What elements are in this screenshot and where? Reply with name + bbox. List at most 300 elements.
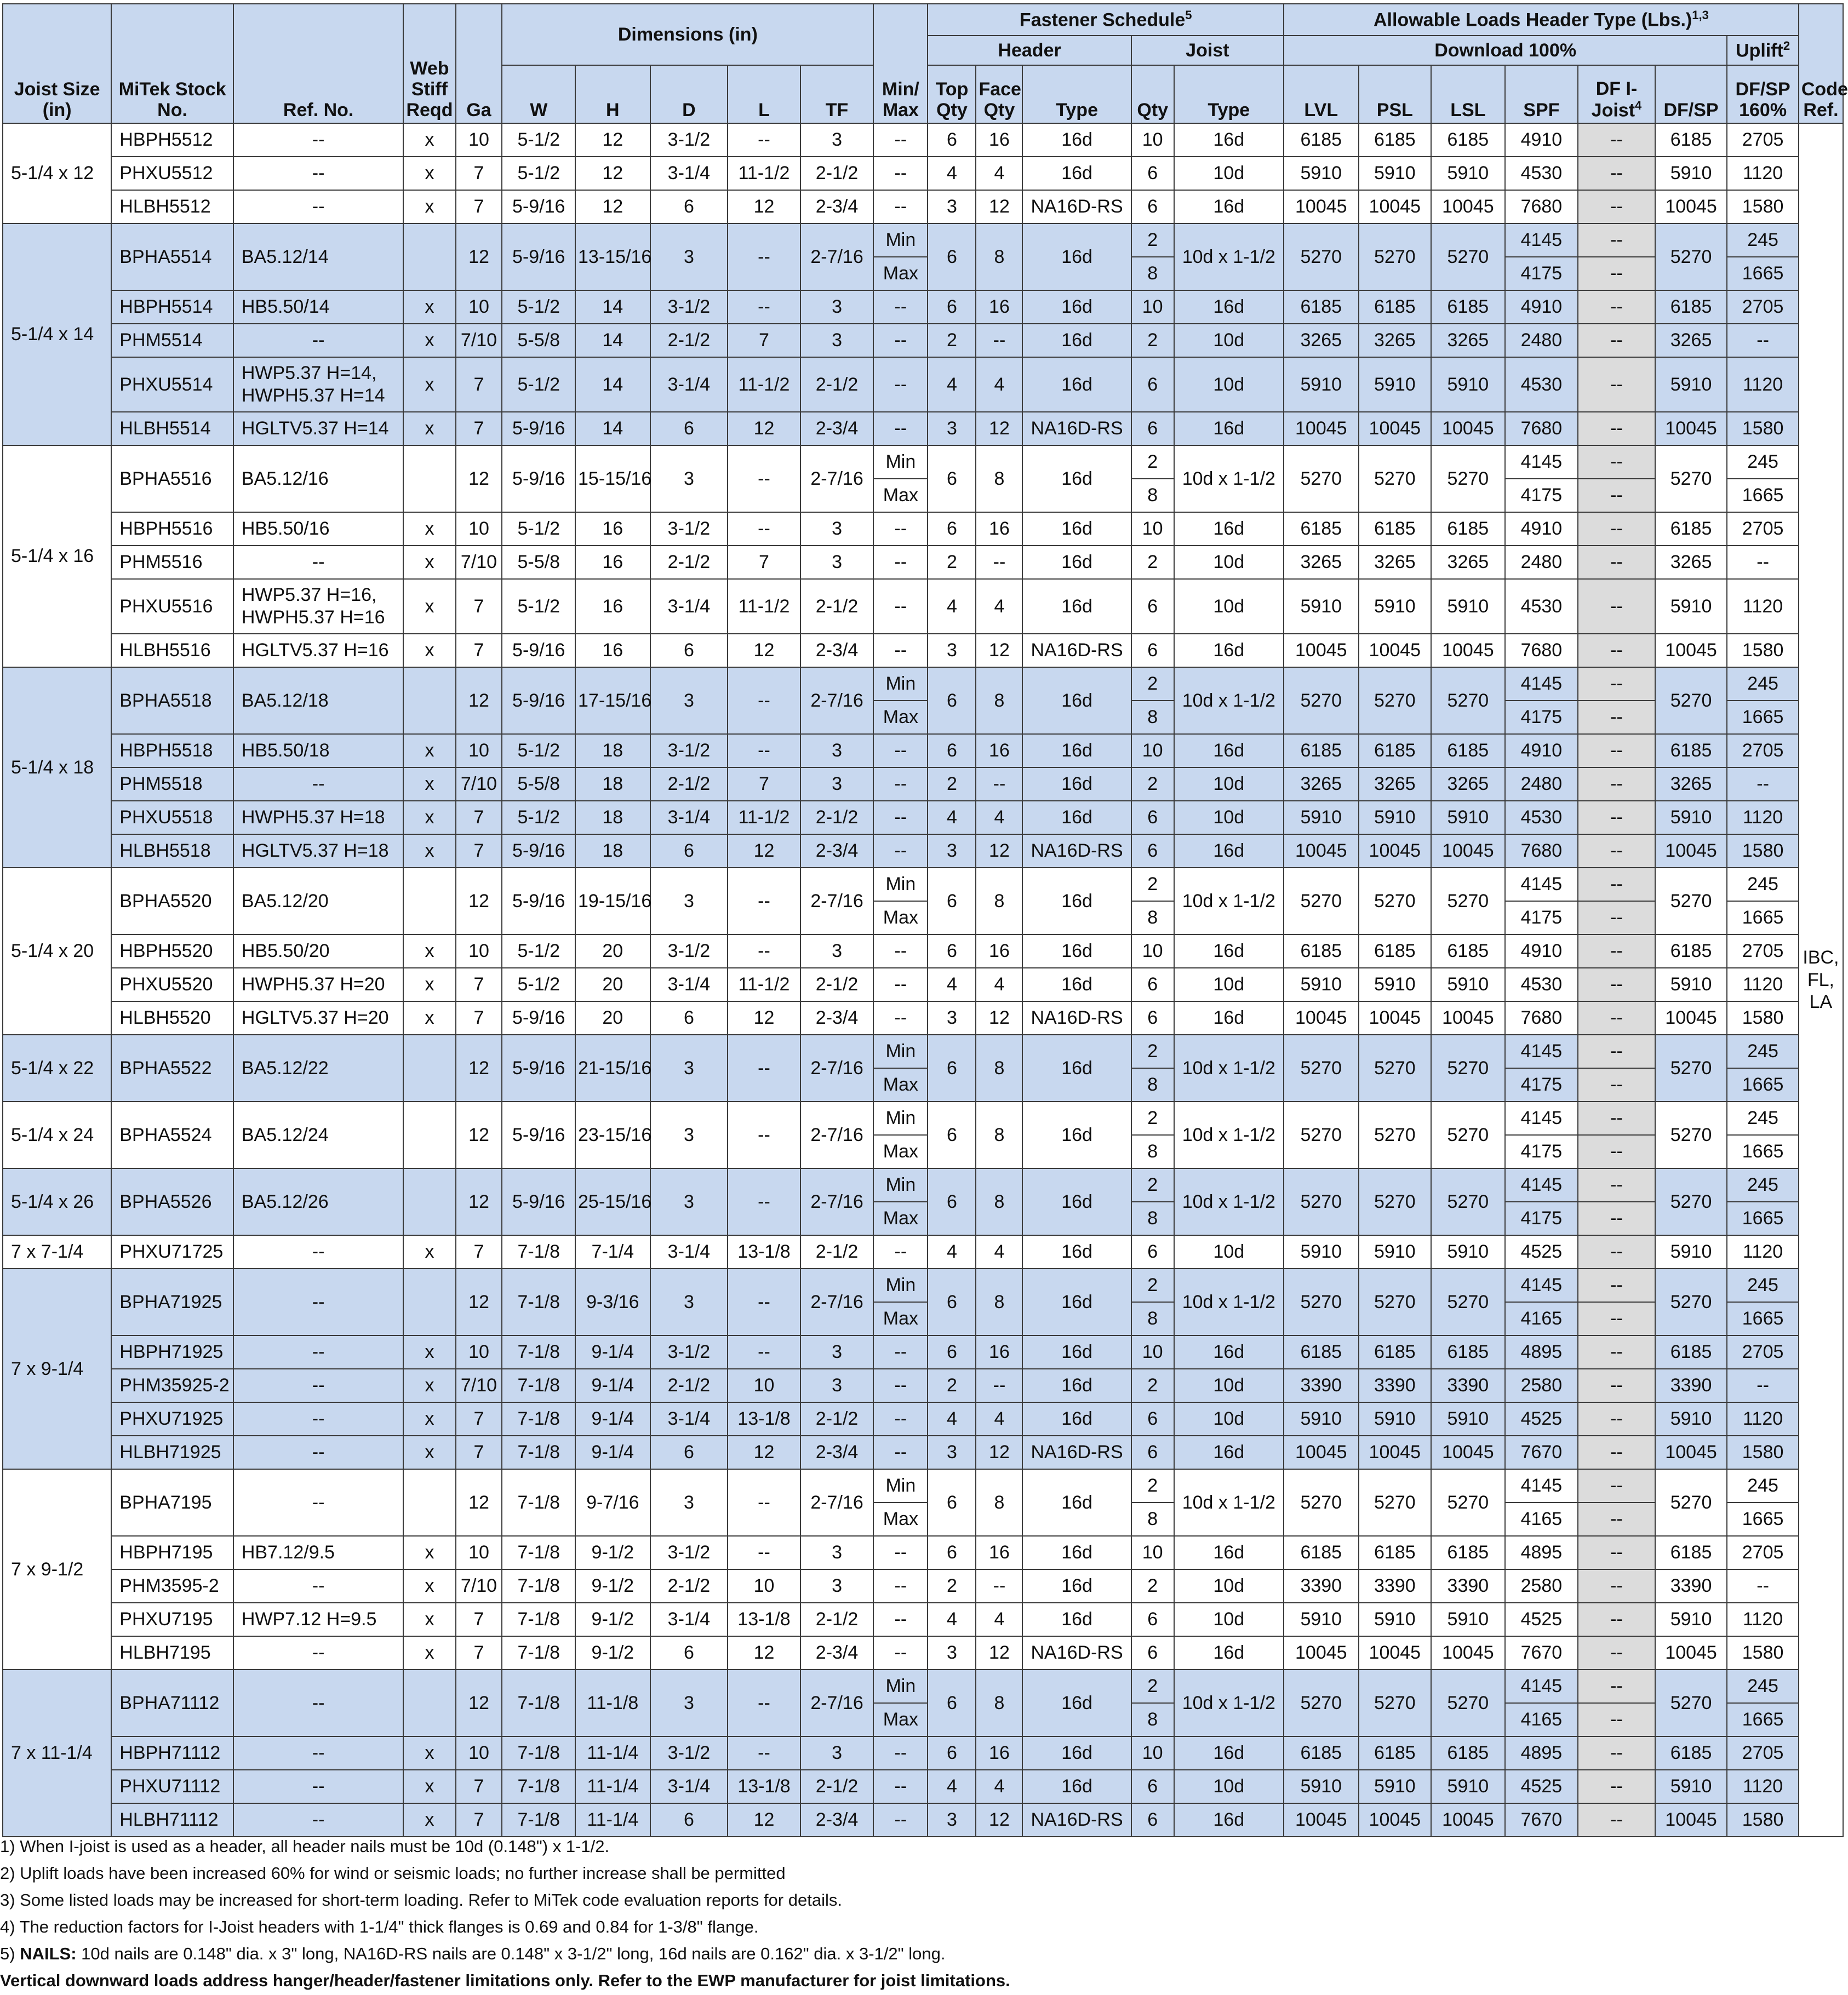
- table-cell: [403, 1469, 455, 1536]
- table-cell: 3-1/4: [650, 357, 728, 412]
- col-df-ijoist: [1578, 65, 1655, 123]
- table-cell: x: [403, 1736, 455, 1770]
- df-ijoist-cell: --: [1578, 901, 1655, 935]
- table-cell: 5910: [1284, 1603, 1359, 1636]
- table-cell: 4175: [1505, 1135, 1578, 1168]
- table-cell: 4145: [1505, 667, 1578, 701]
- ref-no-cell: --: [233, 123, 404, 157]
- table-cell: 12: [728, 1636, 800, 1670]
- table-cell: 4: [976, 1235, 1022, 1269]
- table-cell: 7: [456, 1235, 502, 1269]
- uplift-cell: 1580: [1727, 1436, 1799, 1469]
- table-cell: 6: [928, 223, 976, 290]
- table-cell: 4530: [1505, 801, 1578, 834]
- table-row: [3, 1736, 1843, 1770]
- table-cell: 11-1/2: [728, 357, 800, 412]
- table-cell: 16d: [1022, 445, 1131, 512]
- table-cell: 4145: [1505, 445, 1578, 479]
- table-cell: 3-1/2: [650, 1536, 728, 1569]
- uplift-cell: 1580: [1727, 1636, 1799, 1670]
- table-cell: 4: [976, 968, 1022, 1001]
- table-cell: x: [403, 190, 455, 223]
- table-cell: 6185: [1359, 512, 1432, 546]
- table-cell: 3265: [1359, 767, 1432, 801]
- table-cell: 10d: [1174, 357, 1284, 412]
- ref-no-cell: HB7.12/9.5: [233, 1536, 404, 1569]
- table-cell: x: [403, 935, 455, 968]
- table-cell: 5270: [1284, 868, 1359, 935]
- table-cell: 6: [928, 868, 976, 935]
- col-joist-group: Joist: [1131, 36, 1284, 65]
- ref-no-cell: --: [233, 1569, 404, 1603]
- table-cell: 2-7/16: [800, 1102, 874, 1168]
- col-dfsp: DF/SP: [1655, 65, 1727, 123]
- joist-size-cell: 5-1/4 x 14: [3, 223, 111, 445]
- table-cell: 16: [976, 935, 1022, 968]
- table-cell: 5270: [1284, 445, 1359, 512]
- df-ijoist-cell: --: [1578, 1235, 1655, 1269]
- minmax-cell: --: [873, 579, 928, 634]
- table-row: [3, 546, 1843, 579]
- col-ref-no: Ref. No.: [233, 4, 404, 123]
- table-row: [3, 1235, 1843, 1269]
- table-cell: 7680: [1505, 412, 1578, 445]
- uplift-cell: 2705: [1727, 123, 1799, 157]
- df-ijoist-cell: --: [1578, 1469, 1655, 1503]
- minmax-cell: --: [873, 634, 928, 667]
- ref-no-cell: HWP5.37 H=16, HWPH5.37 H=16: [233, 579, 404, 634]
- table-cell: 5-1/2: [502, 123, 575, 157]
- df-ijoist-cell: --: [1578, 579, 1655, 634]
- table-cell: NA16D-RS: [1022, 634, 1131, 667]
- table-cell: 6: [1131, 412, 1174, 445]
- table-cell: 7-1/8: [502, 1369, 575, 1402]
- col-l: L: [728, 65, 800, 123]
- table-cell: 6185: [1431, 1536, 1505, 1569]
- table-cell: 2-1/2: [800, 968, 874, 1001]
- table-cell: 7: [456, 1770, 502, 1803]
- table-cell: 2-1/2: [650, 767, 728, 801]
- table-row: [3, 667, 1843, 701]
- table-cell: 10d: [1174, 1569, 1284, 1603]
- uplift-cell: 1665: [1727, 1135, 1799, 1168]
- table-cell: 6185: [1359, 935, 1432, 968]
- ref-no-cell: HB5.50/16: [233, 512, 404, 546]
- table-cell: 4175: [1505, 901, 1578, 935]
- minmax-cell: --: [873, 834, 928, 868]
- table-cell: 10045: [1284, 412, 1359, 445]
- table-cell: --: [728, 1335, 800, 1369]
- table-cell: 13-1/8: [728, 1235, 800, 1269]
- table-cell: 16d: [1022, 968, 1131, 1001]
- table-cell: 16d: [1022, 324, 1131, 357]
- table-cell: 10d x 1-1/2: [1174, 868, 1284, 935]
- table-cell: 2-7/16: [800, 445, 874, 512]
- df-ijoist-cell: --: [1578, 801, 1655, 834]
- table-cell: 5270: [1359, 223, 1432, 290]
- table-cell: x: [403, 1436, 455, 1469]
- df-ijoist-cell: --: [1578, 968, 1655, 1001]
- table-cell: x: [403, 1803, 455, 1837]
- minmax-cell: Min: [873, 1168, 928, 1202]
- table-cell: 2: [928, 767, 976, 801]
- table-cell: 9-7/16: [575, 1469, 650, 1536]
- table-cell: 6185: [1655, 1335, 1727, 1369]
- table-cell: 10: [456, 512, 502, 546]
- table-cell: 12: [976, 834, 1022, 868]
- table-cell: 8: [976, 445, 1022, 512]
- table-cell: 3-1/2: [650, 290, 728, 324]
- table-row: [3, 357, 1843, 412]
- table-cell: 4: [928, 1603, 976, 1636]
- table-cell: 11-1/2: [728, 801, 800, 834]
- table-cell: 2-1/2: [650, 1569, 728, 1603]
- stock-no-cell: HLBH5518: [111, 834, 233, 868]
- table-cell: --: [728, 1168, 800, 1235]
- col-dfsp-160: DF/SP 160%: [1727, 65, 1799, 123]
- table-cell: 7-1/8: [502, 1803, 575, 1837]
- table-cell: 4530: [1505, 579, 1578, 634]
- df-ijoist-cell: --: [1578, 1803, 1655, 1837]
- table-cell: 11-1/8: [575, 1670, 650, 1736]
- table-cell: --: [728, 868, 800, 935]
- table-cell: 16d: [1022, 1402, 1131, 1436]
- table-cell: 5-5/8: [502, 767, 575, 801]
- table-row: [3, 1770, 1843, 1803]
- table-cell: 5-9/16: [502, 1168, 575, 1235]
- table-cell: 4895: [1505, 1536, 1578, 1569]
- table-cell: 10045: [1431, 1803, 1505, 1837]
- minmax-cell: Max: [873, 1135, 928, 1168]
- table-cell: 5910: [1655, 968, 1727, 1001]
- col-joist-type: Type: [1174, 65, 1284, 123]
- table-cell: [403, 868, 455, 935]
- table-cell: 10045: [1359, 834, 1432, 868]
- col-stock-no: MiTek Stock No.: [111, 4, 233, 123]
- table-cell: 5270: [1359, 1035, 1432, 1102]
- table-cell: 4530: [1505, 357, 1578, 412]
- table-cell: 4: [976, 357, 1022, 412]
- table-cell: 9-1/4: [575, 1436, 650, 1469]
- ref-no-cell: BA5.12/16: [233, 445, 404, 512]
- table-cell: 7-1/8: [502, 1770, 575, 1803]
- table-cell: 11-1/2: [728, 157, 800, 190]
- table-cell: --: [728, 1469, 800, 1536]
- table-cell: 6185: [1284, 123, 1359, 157]
- table-cell: 16d: [1174, 1803, 1284, 1837]
- table-cell: 16d: [1022, 1770, 1131, 1803]
- table-cell: 10045: [1359, 1636, 1432, 1670]
- table-cell: 11-1/2: [728, 968, 800, 1001]
- table-cell: 5270: [1431, 1469, 1505, 1536]
- df-ijoist-cell: --: [1578, 667, 1655, 701]
- stock-no-cell: PHXU5520: [111, 968, 233, 1001]
- minmax-cell: Min: [873, 1469, 928, 1503]
- table-cell: 16d: [1022, 935, 1131, 968]
- df-ijoist-cell: --: [1578, 1703, 1655, 1736]
- table-cell: 10: [456, 1335, 502, 1369]
- stock-no-cell: PHXU71725: [111, 1235, 233, 1269]
- table-cell: 5-9/16: [502, 1102, 575, 1168]
- table-cell: 3390: [1655, 1569, 1727, 1603]
- table-cell: --: [728, 1670, 800, 1736]
- table-cell: 4165: [1505, 1503, 1578, 1536]
- df-ijoist-cell: --: [1578, 1269, 1655, 1302]
- table-cell: 4: [928, 157, 976, 190]
- table-cell: 5270: [1655, 1102, 1727, 1168]
- ref-no-cell: --: [233, 1770, 404, 1803]
- table-row: [3, 1402, 1843, 1436]
- minmax-cell: --: [873, 1770, 928, 1803]
- table-cell: 10: [1131, 290, 1174, 324]
- table-cell: 10d x 1-1/2: [1174, 1035, 1284, 1102]
- uplift-cell: 1665: [1727, 1703, 1799, 1736]
- table-cell: 4910: [1505, 123, 1578, 157]
- uplift-cell: 245: [1727, 1168, 1799, 1202]
- table-cell: 3265: [1431, 767, 1505, 801]
- df-ijoist-cell: --: [1578, 1068, 1655, 1102]
- table-cell: 7/10: [456, 1369, 502, 1402]
- table-cell: 4: [928, 801, 976, 834]
- table-cell: 16: [976, 734, 1022, 767]
- table-cell: 7: [456, 1603, 502, 1636]
- table-cell: 5270: [1655, 1168, 1727, 1235]
- df-ijoist-cell: --: [1578, 324, 1655, 357]
- table-cell: 6185: [1431, 1736, 1505, 1770]
- minmax-cell: --: [873, 324, 928, 357]
- stock-no-cell: PHM3595-2: [111, 1569, 233, 1603]
- table-cell: 16d: [1022, 1569, 1131, 1603]
- table-cell: 2: [1131, 1670, 1174, 1703]
- table-cell: 16d: [1174, 190, 1284, 223]
- table-cell: 6: [650, 634, 728, 667]
- table-cell: 5270: [1359, 868, 1432, 935]
- table-cell: 6185: [1284, 1736, 1359, 1770]
- table-cell: 5-1/2: [502, 157, 575, 190]
- table-cell: 13-1/8: [728, 1402, 800, 1436]
- table-cell: 6: [928, 1670, 976, 1736]
- stock-no-cell: HLBH5520: [111, 1001, 233, 1035]
- minmax-cell: --: [873, 546, 928, 579]
- table-cell: 7: [456, 157, 502, 190]
- hanger-spec-table: [2, 3, 1848, 1837]
- footnote-5-bold: NAILS:: [20, 1944, 77, 1963]
- table-cell: 12: [456, 1469, 502, 1536]
- table-cell: 16d: [1022, 579, 1131, 634]
- table-cell: 5270: [1359, 445, 1432, 512]
- uplift-cell: 245: [1727, 868, 1799, 901]
- footnote-2: 2) Uplift loads have been increased 60% for wind or seismic loads; no further increase shall be permitted: [0, 1864, 786, 1883]
- table-cell: 11-1/4: [575, 1803, 650, 1837]
- table-cell: 3265: [1359, 324, 1432, 357]
- table-cell: 7-1/8: [502, 1536, 575, 1569]
- col-header-type: Type: [1022, 65, 1131, 123]
- table-cell: 5910: [1431, 157, 1505, 190]
- table-cell: [403, 1035, 455, 1102]
- table-cell: 16: [575, 579, 650, 634]
- table-cell: 5-1/2: [502, 935, 575, 968]
- minmax-cell: --: [873, 1803, 928, 1837]
- uplift-cell: 2705: [1727, 512, 1799, 546]
- table-cell: 5-9/16: [502, 1035, 575, 1102]
- table-cell: 6: [650, 1436, 728, 1469]
- table-cell: 16d: [1174, 834, 1284, 868]
- table-cell: 6: [928, 1102, 976, 1168]
- table-cell: 5-1/2: [502, 512, 575, 546]
- table-cell: 4: [976, 801, 1022, 834]
- table-cell: 15-15/16: [575, 445, 650, 512]
- uplift-cell: 2705: [1727, 1736, 1799, 1770]
- table-cell: 16d: [1022, 157, 1131, 190]
- table-cell: 4: [976, 1603, 1022, 1636]
- table-cell: 5910: [1655, 157, 1727, 190]
- stock-no-cell: PHXU5512: [111, 157, 233, 190]
- stock-no-cell: HLBH5516: [111, 634, 233, 667]
- uplift-cell: 1120: [1727, 1603, 1799, 1636]
- ref-no-cell: HWP7.12 H=9.5: [233, 1603, 404, 1636]
- df-ijoist-cell: --: [1578, 1168, 1655, 1202]
- table-cell: [403, 1168, 455, 1235]
- table-cell: 5910: [1284, 968, 1359, 1001]
- uplift-cell: 1665: [1727, 479, 1799, 512]
- table-cell: 5270: [1655, 223, 1727, 290]
- table-cell: 5910: [1359, 1603, 1432, 1636]
- table-cell: 16d: [1022, 1603, 1131, 1636]
- table-cell: 16d: [1022, 223, 1131, 290]
- ref-no-cell: HB5.50/20: [233, 935, 404, 968]
- table-cell: 10045: [1431, 1001, 1505, 1035]
- table-cell: 5270: [1359, 1102, 1432, 1168]
- table-cell: 3265: [1655, 546, 1727, 579]
- table-cell: 8: [1131, 1135, 1174, 1168]
- uplift-label: Uplift: [1736, 40, 1783, 61]
- table-cell: 8: [1131, 257, 1174, 290]
- col-joist-qty: Qty: [1131, 65, 1174, 123]
- table-cell: 6: [650, 834, 728, 868]
- footnote-5-prefix: 5): [0, 1944, 20, 1963]
- table-cell: 3: [928, 1803, 976, 1837]
- table-cell: 8: [1131, 701, 1174, 734]
- joist-size-cell: 7 x 9-1/2: [3, 1469, 111, 1670]
- table-cell: x: [403, 1770, 455, 1803]
- table-cell: 16d: [1022, 1736, 1131, 1770]
- table-cell: 2580: [1505, 1369, 1578, 1402]
- table-cell: 10d x 1-1/2: [1174, 445, 1284, 512]
- table-cell: 5270: [1655, 1035, 1727, 1102]
- table-cell: 4910: [1505, 935, 1578, 968]
- minmax-cell: Max: [873, 479, 928, 512]
- table-cell: 6: [928, 1736, 976, 1770]
- table-row: [3, 1001, 1843, 1035]
- table-cell: 6185: [1284, 734, 1359, 767]
- uplift-cell: 1580: [1727, 634, 1799, 667]
- table-cell: 4: [928, 579, 976, 634]
- table-row: [3, 157, 1843, 190]
- table-row: [3, 1102, 1843, 1135]
- table-cell: --: [728, 1536, 800, 1569]
- table-cell: 3-1/2: [650, 512, 728, 546]
- df-ijoist-cell: --: [1578, 357, 1655, 412]
- table-cell: 2-3/4: [800, 1636, 874, 1670]
- table-cell: 3: [800, 290, 874, 324]
- df-ijoist-cell: --: [1578, 1135, 1655, 1168]
- table-cell: 4895: [1505, 1335, 1578, 1369]
- table-cell: 5910: [1431, 579, 1505, 634]
- table-cell: 7-1/8: [502, 1469, 575, 1536]
- stock-no-cell: HLBH71112: [111, 1803, 233, 1837]
- table-cell: 2-1/2: [800, 801, 874, 834]
- stock-no-cell: HLBH7195: [111, 1636, 233, 1670]
- table-cell: 14: [575, 324, 650, 357]
- stock-no-cell: BPHA5522: [111, 1035, 233, 1102]
- uplift-cell: 1120: [1727, 1235, 1799, 1269]
- table-cell: x: [403, 1636, 455, 1670]
- table-cell: 10045: [1655, 412, 1727, 445]
- table-cell: 8: [1131, 479, 1174, 512]
- table-cell: 8: [1131, 901, 1174, 935]
- minmax-cell: --: [873, 1636, 928, 1670]
- uplift-cell: --: [1727, 1369, 1799, 1402]
- uplift-cell: 2705: [1727, 1536, 1799, 1569]
- table-cell: NA16D-RS: [1022, 1001, 1131, 1035]
- table-cell: 12: [728, 1803, 800, 1837]
- fastener-sup: 5: [1185, 8, 1192, 22]
- table-cell: 2: [1131, 546, 1174, 579]
- table-cell: 3: [800, 1569, 874, 1603]
- table-row: [3, 412, 1843, 445]
- minmax-cell: --: [873, 1001, 928, 1035]
- stock-no-cell: HBPH71112: [111, 1736, 233, 1770]
- table-cell: x: [403, 157, 455, 190]
- df-ijoist-cell: --: [1578, 868, 1655, 901]
- table-cell: 5270: [1431, 445, 1505, 512]
- ref-no-cell: --: [233, 1269, 404, 1335]
- ref-no-cell: BA5.12/18: [233, 667, 404, 734]
- table-cell: 4175: [1505, 1202, 1578, 1235]
- table-cell: 7: [456, 357, 502, 412]
- uplift-cell: 2705: [1727, 1335, 1799, 1369]
- table-cell: --: [976, 324, 1022, 357]
- table-row: [3, 223, 1843, 257]
- table-cell: 2: [1131, 1269, 1174, 1302]
- table-cell: 5-5/8: [502, 324, 575, 357]
- table-cell: 5910: [1655, 1235, 1727, 1269]
- stock-no-cell: HLBH5512: [111, 190, 233, 223]
- table-cell: 10: [1131, 512, 1174, 546]
- table-cell: 7-1/8: [502, 1569, 575, 1603]
- table-cell: 16d: [1174, 123, 1284, 157]
- table-cell: 5910: [1284, 357, 1359, 412]
- table-cell: 5270: [1359, 667, 1432, 734]
- joist-size-cell: 7 x 11-1/4: [3, 1670, 111, 1837]
- minmax-cell: --: [873, 357, 928, 412]
- table-cell: 10045: [1284, 1436, 1359, 1469]
- ref-no-cell: --: [233, 767, 404, 801]
- table-cell: 2480: [1505, 546, 1578, 579]
- minmax-cell: --: [873, 1335, 928, 1369]
- table-cell: 7: [456, 834, 502, 868]
- table-cell: 4: [928, 1402, 976, 1436]
- table-cell: --: [728, 445, 800, 512]
- table-cell: 9-1/2: [575, 1569, 650, 1603]
- ref-no-cell: HGLTV5.37 H=16: [233, 634, 404, 667]
- table-cell: 12: [456, 1168, 502, 1235]
- footnote-final: Vertical downward loads address hanger/header/fastener limitations only. Refer to the EWP manufacturer for joist limitations.: [0, 1971, 1010, 1990]
- table-cell: 3265: [1655, 767, 1727, 801]
- df-ijoist-cell: --: [1578, 1035, 1655, 1068]
- table-cell: 3: [928, 412, 976, 445]
- table-cell: 6: [1131, 1402, 1174, 1436]
